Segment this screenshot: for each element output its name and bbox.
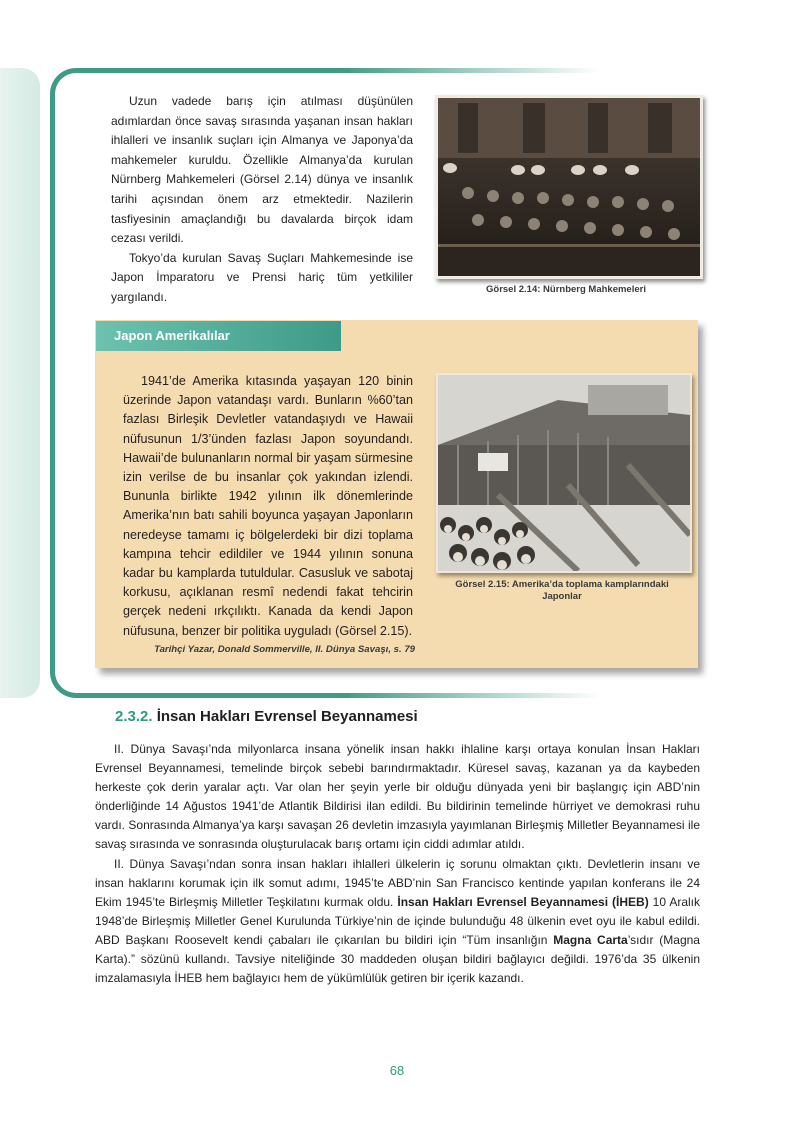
side-tab [0, 68, 40, 698]
figure-caption-2-14: Görsel 2.14: Nürnberg Mahkemeleri [486, 284, 646, 295]
section-number: 2.3.2. [115, 708, 153, 725]
frame-top-line [340, 68, 600, 73]
figure-caption-2-15-line2: Japonlar [542, 591, 582, 602]
page-number: 68 [389, 1063, 405, 1078]
body-p2-part-a: II. Dünya Savaşı’ndan sonra insan hakları ihlalleri ülkelerin iç sorunu olmaktan çıktı. Devletlerin insanı ve insan haklarını korumak için ilk somut adımı, 1945’te ABD’nin San Francisco kentinde yapılan konferans ile 24 Ekim 1945’te Birleşmiş Milletler Teşkilatını kurmak oldu. [95, 856, 700, 909]
body-p2-bold-magna-carta: Magna Carta [553, 932, 628, 947]
info-box-title: Japon Amerikalılar [96, 321, 341, 351]
camp-photo-illustration [438, 375, 690, 571]
intro-paragraph-2: Tokyo’da kurulan Savaş Suçları Mahkemesinde ise Japon İmparatoru ve Prensi hariç tüm yetkililer yargılandı. [111, 250, 413, 304]
section-title: İnsan Hakları Evrensel Beyannamesi [156, 708, 418, 725]
info-box-citation: Tarihçi Yazar, Donald Sommerville, II. Dünya Savaşı, s. 79 [154, 644, 415, 655]
nuremberg-trials-photo [435, 95, 703, 279]
internment-camp-photo [436, 373, 692, 573]
figure-caption-2-15 [436, 579, 688, 603]
body-p2-bold-iheb: İnsan Hakları Evrensel Beyannamesi (İHEB) [397, 894, 649, 909]
nuremberg-photo-illustration [438, 98, 700, 276]
intro-text [111, 92, 413, 308]
body-text [95, 740, 700, 988]
body-p2-part-c: ’sıdır (Magna Karta).” sözünü kullandı. Tavsiye niteliğinde 30 maddeden oluşan bildiri bağlayıcı değildi. 1976’da 35 ülkenin imzalamasıyla İHEB hem bağlayıcı hem de yükümlülük getiren bir içerik kazandı. [95, 932, 700, 986]
body-paragraph-1: II. Dünya Savaşı’nda milyonlarca insana yönelik insan hakkı ihlaline karşı ortaya konulan İnsan Hakları Evrensel Beyannamesi, temelinde birçok sebebi barındırmaktadır. Küresel savaş, kazanan ya da kaybeden herkeste çok derin yaralar açtı. Var olan her şeyin yerle bir olduğu dünyada yeni bir başlangıç için ABD’nin önderliğinde 14 Ağustos 1941’de Atlantik Bildirisi ilan edildi. Bu bildirinin temelinde hürriyet ve demokrasi ruhu vardı. Sonrasında Almanya’ya karşı savaşan 26 devletin imzasıyla yayımlanan Birleşmiş Milletler Beyannamesi ile savaş sırasında ve sonrasında oluşturulacak barış ortamı için ciddi adımlar atıldı. [95, 742, 700, 852]
intro-paragraph-1: Uzun vadede barış için atılması düşünülen adımlardan önce savaş sırasında yaşanan insan hakları ihlalleri ve insanlık suçları için Almanya ve Japonya’da mahkemeler kuruldu. Özellikle Almanya’da kurulan Nürnberg Mahkemeleri (Görsel 2.14) dünya ve insanlık tarihi açısından önem arz etmektedir. Nazilerin tasfiyesinin amaçlandığı bu davalarda birçok idam cezası verildi. [111, 94, 413, 246]
info-box-text: 1941’de Amerika kıtasında yaşayan 120 binin üzerinde Japon vatandaşı vardı. Bunların %60’tan fazlası Birleşik Devletler vatandaşıydı ve Hawaii nüfusunun 1/3’ünden fazlası Japon soyundandı. Hawaii’de bulunanların normal bir yaşam sürmesine izin verilse de bu insanlar çok yakından izlendi. Bununla birlikte 1942 yılının ilk dönemlerinde Amerika’nın batı sahili boyunca yaşayan Japonların neredeyse tamamı iç bölgelerdeki bir dizi toplama kampına tehcir edildiler ve 1944 yılının sonuna kadar bu kamplarda tutuldular. Casusluk ve sabotaj korkusu, açıklanan resmî nedendi fakat tehcirin gerçek nedeni ırkçılıktı. Kanada da kendi Japon nüfusuna, benzer bir politika uyguladı (Görsel 2.15). [123, 374, 413, 638]
figure-caption-2-15-line1: Görsel 2.15: Amerika’da toplama kamplarındaki [455, 579, 669, 590]
body-paragraph-2 [95, 855, 700, 989]
body-p2-part-b: 10 Aralık 1948’de Birleşmiş Milletler Genel Kurulunda Türkiye’nin de içinde bulunduğu 48 ülkenin evet oyu ile kabul edildi. ABD Başkanı Roosevelt kendi çabaları ile çıkarılan bu bildiri için “Tüm insanlığın [95, 894, 700, 947]
section-heading [115, 708, 418, 725]
frame-bottom-line [340, 693, 600, 698]
